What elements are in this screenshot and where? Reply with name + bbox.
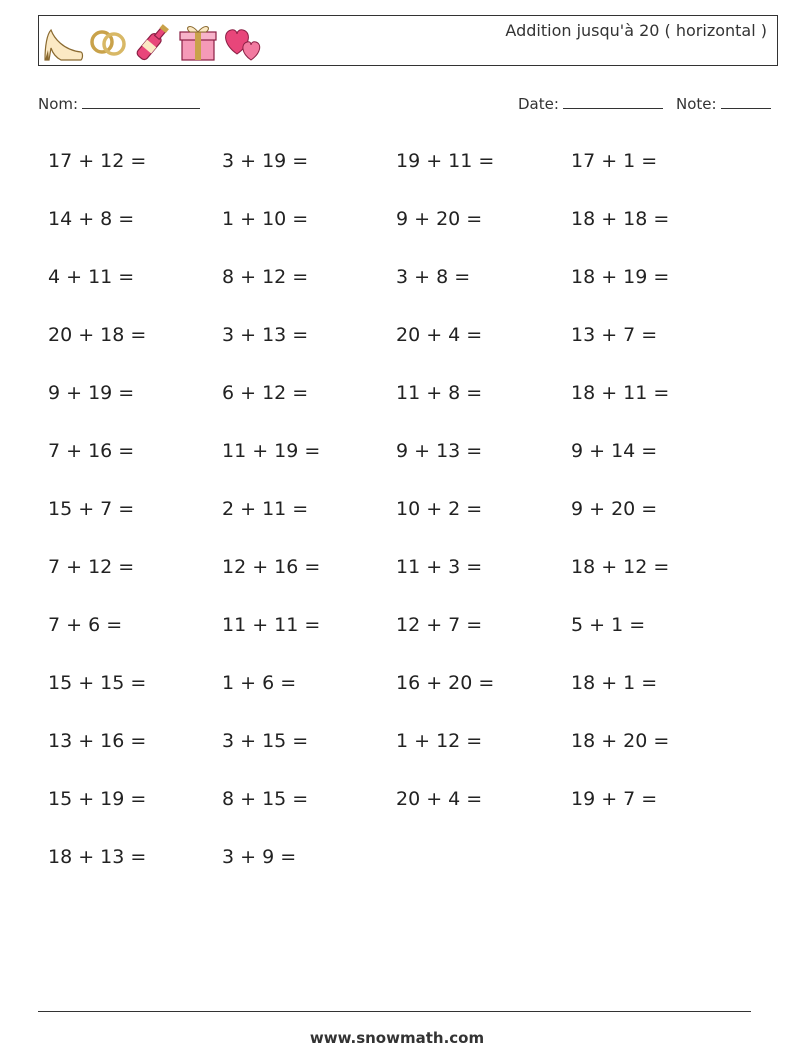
problem-item: 18 + 12 = <box>571 556 670 578</box>
date-field <box>518 94 663 113</box>
worksheet-header <box>38 15 778 66</box>
problem-item: 8 + 15 = <box>222 788 309 810</box>
grade-blank-line <box>721 94 771 109</box>
name-blank-line <box>82 94 200 109</box>
problem-item: 9 + 20 = <box>571 498 658 520</box>
problem-item: 15 + 19 = <box>48 788 147 810</box>
problem-item: 19 + 7 = <box>571 788 658 810</box>
problem-item: 7 + 6 = <box>48 614 123 636</box>
date-blank-line <box>563 94 663 109</box>
worksheet-title: Addition jusqu'à 20 ( horizontal ) <box>505 21 767 40</box>
gift-box-icon <box>176 20 220 64</box>
problem-item: 3 + 13 = <box>222 324 309 346</box>
name-label: Nom: <box>38 95 79 113</box>
grade-label: Note: <box>676 95 717 113</box>
problem-item: 20 + 4 = <box>396 788 483 810</box>
problem-item: 20 + 4 = <box>396 324 483 346</box>
problem-item: 12 + 16 = <box>222 556 321 578</box>
problem-item: 1 + 12 = <box>396 730 483 752</box>
problem-item: 11 + 11 = <box>222 614 321 636</box>
problem-item: 9 + 14 = <box>571 440 658 462</box>
footer-divider <box>38 1011 751 1012</box>
problem-item: 13 + 7 = <box>571 324 658 346</box>
problem-item: 5 + 1 = <box>571 614 646 636</box>
problem-item: 3 + 9 = <box>222 846 297 868</box>
problem-item: 18 + 13 = <box>48 846 147 868</box>
problem-item: 4 + 11 = <box>48 266 135 288</box>
name-field <box>38 94 200 113</box>
footer-url: www.snowmath.com <box>309 1029 485 1047</box>
problem-item: 18 + 18 = <box>571 208 670 230</box>
problem-item: 12 + 7 = <box>396 614 483 636</box>
problem-item: 7 + 12 = <box>48 556 135 578</box>
problem-grid <box>48 140 748 894</box>
champagne-bottle-icon <box>131 20 175 64</box>
problem-item: 19 + 11 = <box>396 150 495 172</box>
problem-item: 1 + 6 = <box>222 672 297 694</box>
problem-item: 9 + 19 = <box>48 382 135 404</box>
problem-item: 11 + 3 = <box>396 556 483 578</box>
problem-item: 18 + 19 = <box>571 266 670 288</box>
header-icons <box>41 20 266 64</box>
problem-item: 13 + 16 = <box>48 730 147 752</box>
problem-item: 11 + 8 = <box>396 382 483 404</box>
problem-item: 15 + 7 = <box>48 498 135 520</box>
problem-item: 16 + 20 = <box>396 672 495 694</box>
problem-item: 3 + 8 = <box>396 266 471 288</box>
problem-item: 10 + 2 = <box>396 498 483 520</box>
hearts-icon <box>221 20 265 64</box>
problem-item: 2 + 11 = <box>222 498 309 520</box>
problem-item: 8 + 12 = <box>222 266 309 288</box>
high-heel-shoe-icon <box>41 20 85 64</box>
problem-item: 1 + 10 = <box>222 208 309 230</box>
problem-item: 18 + 1 = <box>571 672 658 694</box>
problem-item: 11 + 19 = <box>222 440 321 462</box>
problem-item: 20 + 18 = <box>48 324 147 346</box>
date-label: Date: <box>518 95 559 113</box>
problem-item: 17 + 12 = <box>48 150 147 172</box>
problem-item: 9 + 20 = <box>396 208 483 230</box>
problem-item: 9 + 13 = <box>396 440 483 462</box>
problem-item: 7 + 16 = <box>48 440 135 462</box>
wedding-rings-icon <box>86 20 130 64</box>
problem-item: 15 + 15 = <box>48 672 147 694</box>
problem-item: 18 + 20 = <box>571 730 670 752</box>
problem-item: 3 + 19 = <box>222 150 309 172</box>
problem-item: 14 + 8 = <box>48 208 135 230</box>
grade-field <box>676 94 771 113</box>
problem-item: 18 + 11 = <box>571 382 670 404</box>
problem-item: 17 + 1 = <box>571 150 658 172</box>
problem-item: 6 + 12 = <box>222 382 309 404</box>
problem-item: 3 + 15 = <box>222 730 309 752</box>
